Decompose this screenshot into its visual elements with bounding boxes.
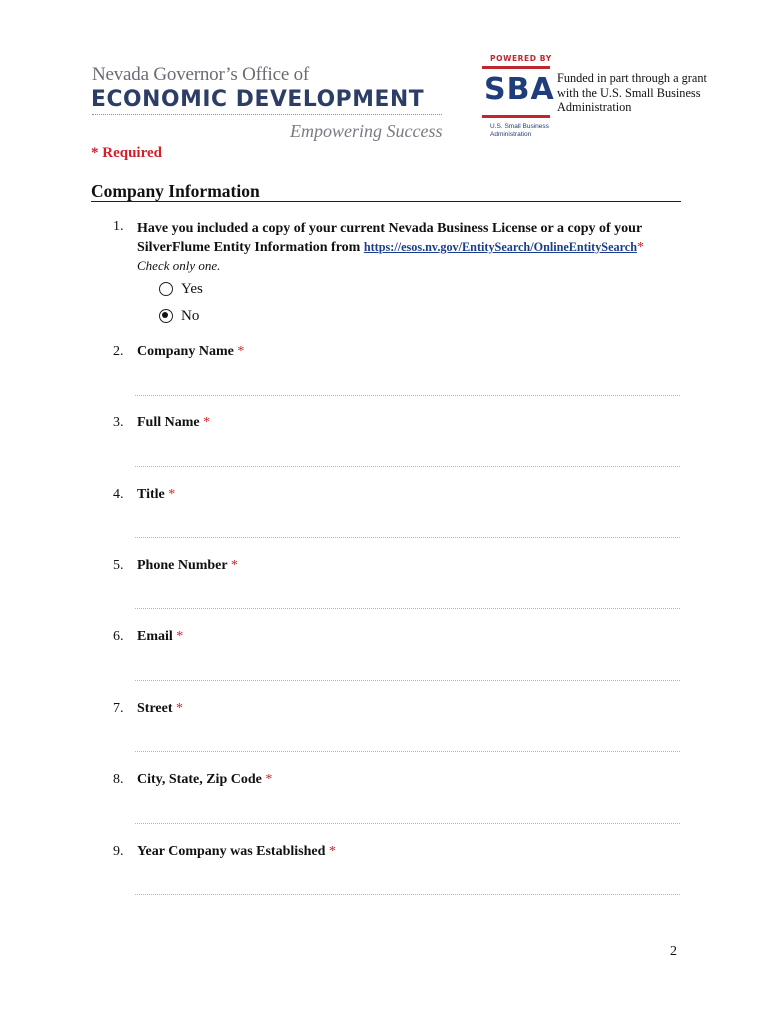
question-1-number: 1. <box>113 219 124 234</box>
question-1-hint: Check only one. <box>137 258 221 273</box>
question-8-label <box>137 772 272 788</box>
required-note: * Required <box>91 145 162 161</box>
required-star: * <box>328 844 336 859</box>
question-8-number: 8. <box>113 772 124 787</box>
required-star: * <box>237 344 245 359</box>
title-label: Title <box>137 487 165 502</box>
question-2-number: 2. <box>113 344 124 359</box>
question-3-number: 3. <box>113 415 124 430</box>
required-star: * <box>230 558 238 573</box>
year-established-label: Year Company was Established <box>137 844 326 859</box>
radio-no[interactable] <box>159 309 173 323</box>
company-name-label: Company Name <box>137 344 234 359</box>
radio-yes[interactable] <box>159 282 173 296</box>
year-established-input[interactable] <box>135 894 680 895</box>
company-name-input[interactable] <box>135 395 680 396</box>
question-6-label <box>137 629 183 645</box>
goed-logo-tagline: Empowering Success <box>290 121 443 141</box>
section-title: Company Information <box>91 181 260 201</box>
page-number: 2 <box>670 944 677 959</box>
question-2-label <box>137 344 244 360</box>
goed-logo-rule <box>92 114 442 115</box>
question-5-number: 5. <box>113 558 124 573</box>
title-input[interactable] <box>135 537 680 538</box>
sba-subtitle: U.S. Small Business Administration <box>490 123 549 138</box>
city-state-zip-label: City, State, Zip Code <box>137 772 262 787</box>
radio-no-selected-dot <box>162 312 168 318</box>
email-label: Email <box>137 629 173 644</box>
required-star: * <box>176 629 184 644</box>
question-1-text: Have you included a copy of your current Nevada Business License or a copy of your SilverFlume Entity Information from <box>137 221 642 255</box>
silverflume-link[interactable]: https://esos.nv.gov/EntitySearch/OnlineEntitySearch <box>363 240 637 254</box>
phone-number-input[interactable] <box>135 608 680 609</box>
city-state-zip-input[interactable] <box>135 823 680 824</box>
question-9-label <box>137 844 336 860</box>
section-divider <box>91 201 681 202</box>
sba-powered-by: POWERED BY <box>490 54 552 63</box>
required-star: * <box>636 240 644 255</box>
goed-logo-line1: Nevada Governor’s Office of <box>92 64 310 85</box>
question-9-number: 9. <box>113 844 124 859</box>
question-5-label <box>137 558 238 574</box>
required-star: * <box>168 487 176 502</box>
radio-no-label: No <box>181 308 200 324</box>
email-input[interactable] <box>135 680 680 681</box>
goed-logo-line2: ECONOMIC DEVELOPMENT <box>91 87 425 112</box>
question-4-number: 4. <box>113 487 124 502</box>
question-3-label <box>137 415 210 431</box>
street-label: Street <box>137 701 173 716</box>
phone-number-label: Phone Number <box>137 558 228 573</box>
required-star: * <box>176 701 183 716</box>
full-name-label: Full Name <box>137 415 200 430</box>
question-1-label <box>137 219 697 257</box>
question-6-number: 6. <box>113 629 124 644</box>
funded-note: Funded in part through a grant with the U.S. Small Business Administration <box>557 71 707 114</box>
required-star: * <box>203 415 211 430</box>
required-star: * <box>265 772 273 787</box>
full-name-input[interactable] <box>135 466 680 467</box>
question-7-number: 7. <box>113 701 124 716</box>
radio-yes-label: Yes <box>181 281 203 297</box>
street-input[interactable] <box>135 751 680 752</box>
question-7-label <box>137 701 183 717</box>
sba-logo-icon: SBA <box>484 72 555 107</box>
question-4-label <box>137 487 175 503</box>
